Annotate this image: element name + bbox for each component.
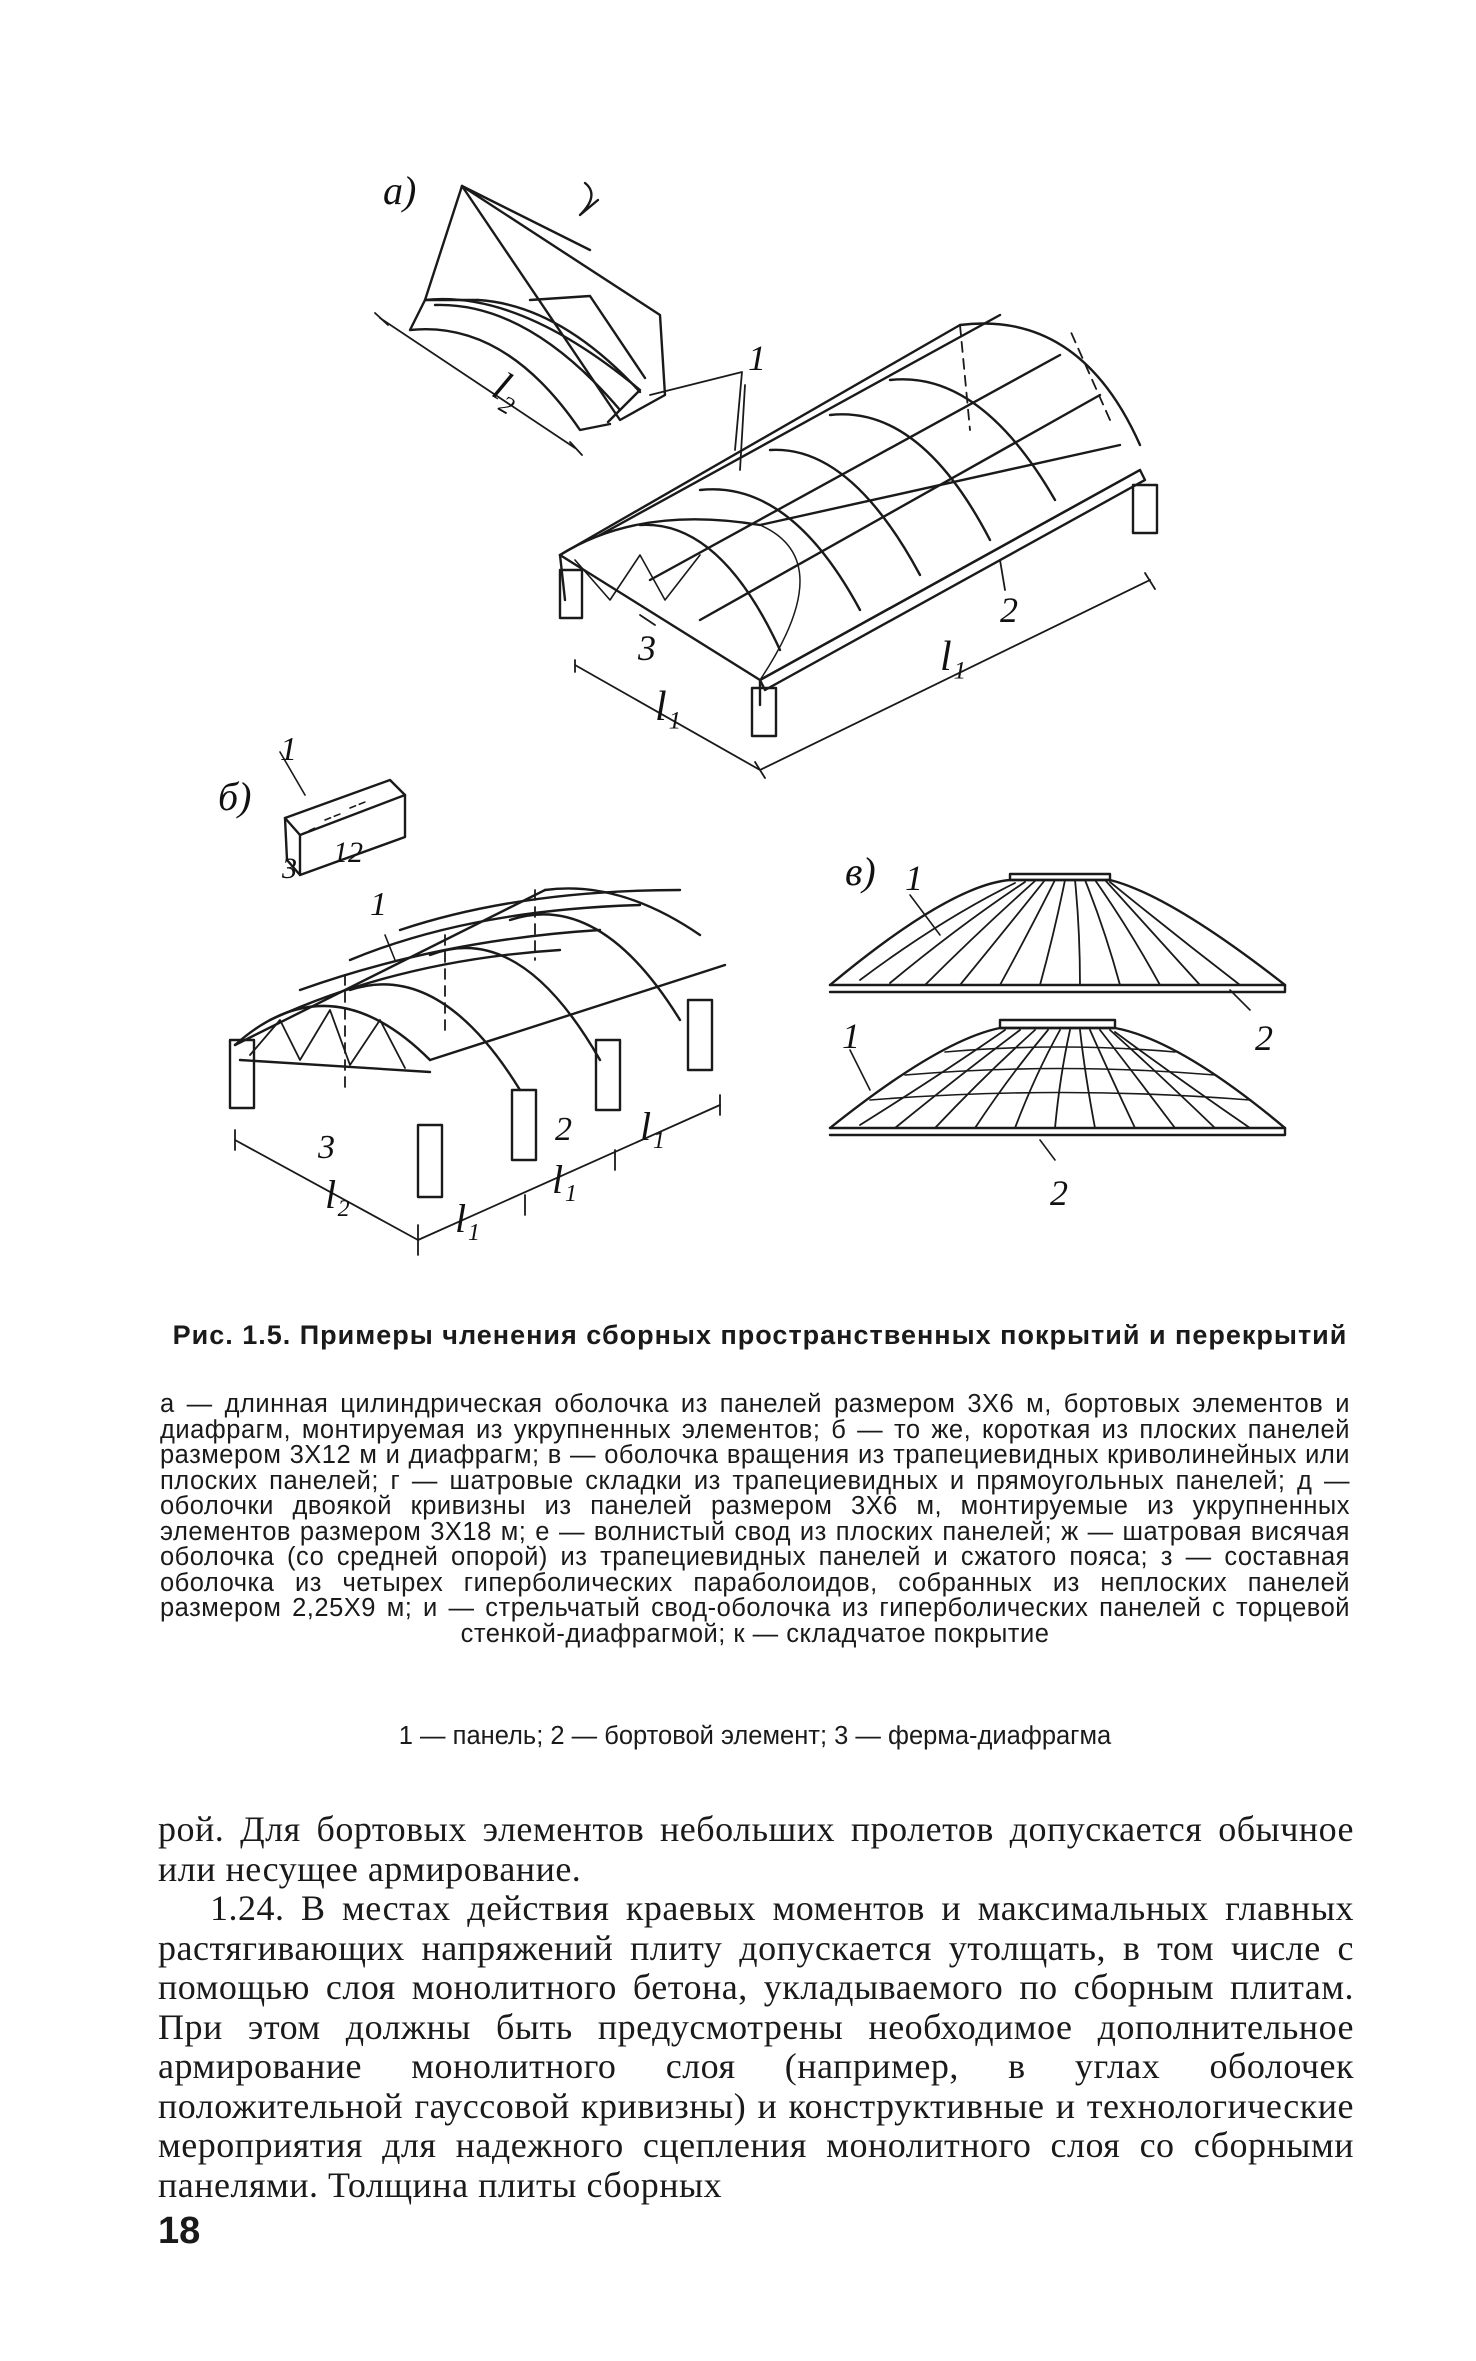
label-b: б) (218, 774, 252, 819)
label-b-shell-1: 1 (370, 886, 387, 923)
paragraph-1: рой. Для бортовых элементов небольших пролетов допускается обычное или несущее армирование. (158, 1809, 1354, 1889)
figure-caption-title: Рис. 1.5. Примеры членения сборных пространственных покрытий и перекрытий (172, 1320, 1348, 1350)
label-a-panel-1: 1 (748, 338, 766, 378)
diagram-a-element (375, 183, 742, 455)
label-v-lower-1: 1 (842, 1016, 860, 1056)
label-b-truss-3: 3 (318, 1129, 335, 1166)
label-b-span-l2: l₂ (325, 1172, 351, 1217)
diagram-v-dome-upper (830, 874, 1285, 1010)
label-v-upper-2: 2 (1255, 1018, 1273, 1058)
label-b-span-l1-c: l₁ (640, 1104, 666, 1149)
label-a-length-l1: l₁ (940, 634, 967, 680)
figure-legend: 1 — панель; 2 — бортовой элемент; 3 — ферма-диафрагма (398, 1722, 1112, 1750)
label-b-span-l1-a: l₁ (455, 1196, 481, 1241)
label-b-span-l1-b: l₁ (552, 1157, 578, 1202)
label-b-panel-12: 12 (333, 836, 363, 869)
label-v-lower-2: 2 (1050, 1173, 1068, 1213)
label-b-edge-2: 2 (555, 1111, 572, 1148)
label-a-l2: l₂ (485, 363, 531, 417)
label-a-edge-2: 2 (1000, 590, 1018, 630)
label-b-panel-1: 1 (280, 731, 297, 768)
diagram-a-long-shell (560, 315, 1157, 778)
label-v-upper-1: 1 (905, 858, 923, 898)
paragraph-2: 1.24. В местах действия краевых моментов и максимальных главных растягивающих напряжений плиту допускается утолщать, в том числе с помощью слоя монолитного бетона, укладываемого по сборным плитам. При этом должны быть предусмотрены необходимое дополнительное армирование монолитного слоя (например, в углах оболочек положительной гауссовой кривизны) и конструктивные и технологические мероприятия для надежного сцепления монолитного слоя со сборными панелями. Толщина плиты сборных (158, 1888, 1354, 2205)
label-a-span-l1: l₁ (655, 684, 682, 730)
body-text (158, 1810, 1354, 2205)
label-b-panel-3: 3 (282, 852, 297, 885)
figure-caption-body: а — длинная цилиндрическая оболочка из панелей размером 3Х6 м, бортовых элементов и диафрагм, монтируемая из укрупненных элементов; б — то же, короткая из плоских панелей размером 3Х12 м и диафрагм; в — оболочка вращения из трапециевидных криволинейных или плоских панелей; г — шатровые складки из трапециевидных и прямоугольных панелей; д — оболочки двоякой кривизны из панелей размером 3Х6 м, монтируемые из укрупненных элементов размером 3Х18 м; е — волнистый свод из плоских панелей; ж — шатровая висячая оболочка (со средней опорой) из трапециевидных панелей и сжатого пояса; з — составная оболочка из четырех гиперболических параболоидов, собранных из неплоских панелей размером 2,25Х9 м; и — стрельчатый свод-оболочка из гиперболических панелей с торцевой стенкой-диафрагмой; к — складчатое покрытие (160, 1390, 1350, 1648)
diagram-v-dome-lower (830, 1020, 1285, 1160)
label-a-truss-3: 3 (638, 628, 656, 668)
page-number: 18 (158, 2210, 201, 2252)
label-a: а) (383, 168, 417, 213)
label-v: в) (845, 849, 876, 894)
